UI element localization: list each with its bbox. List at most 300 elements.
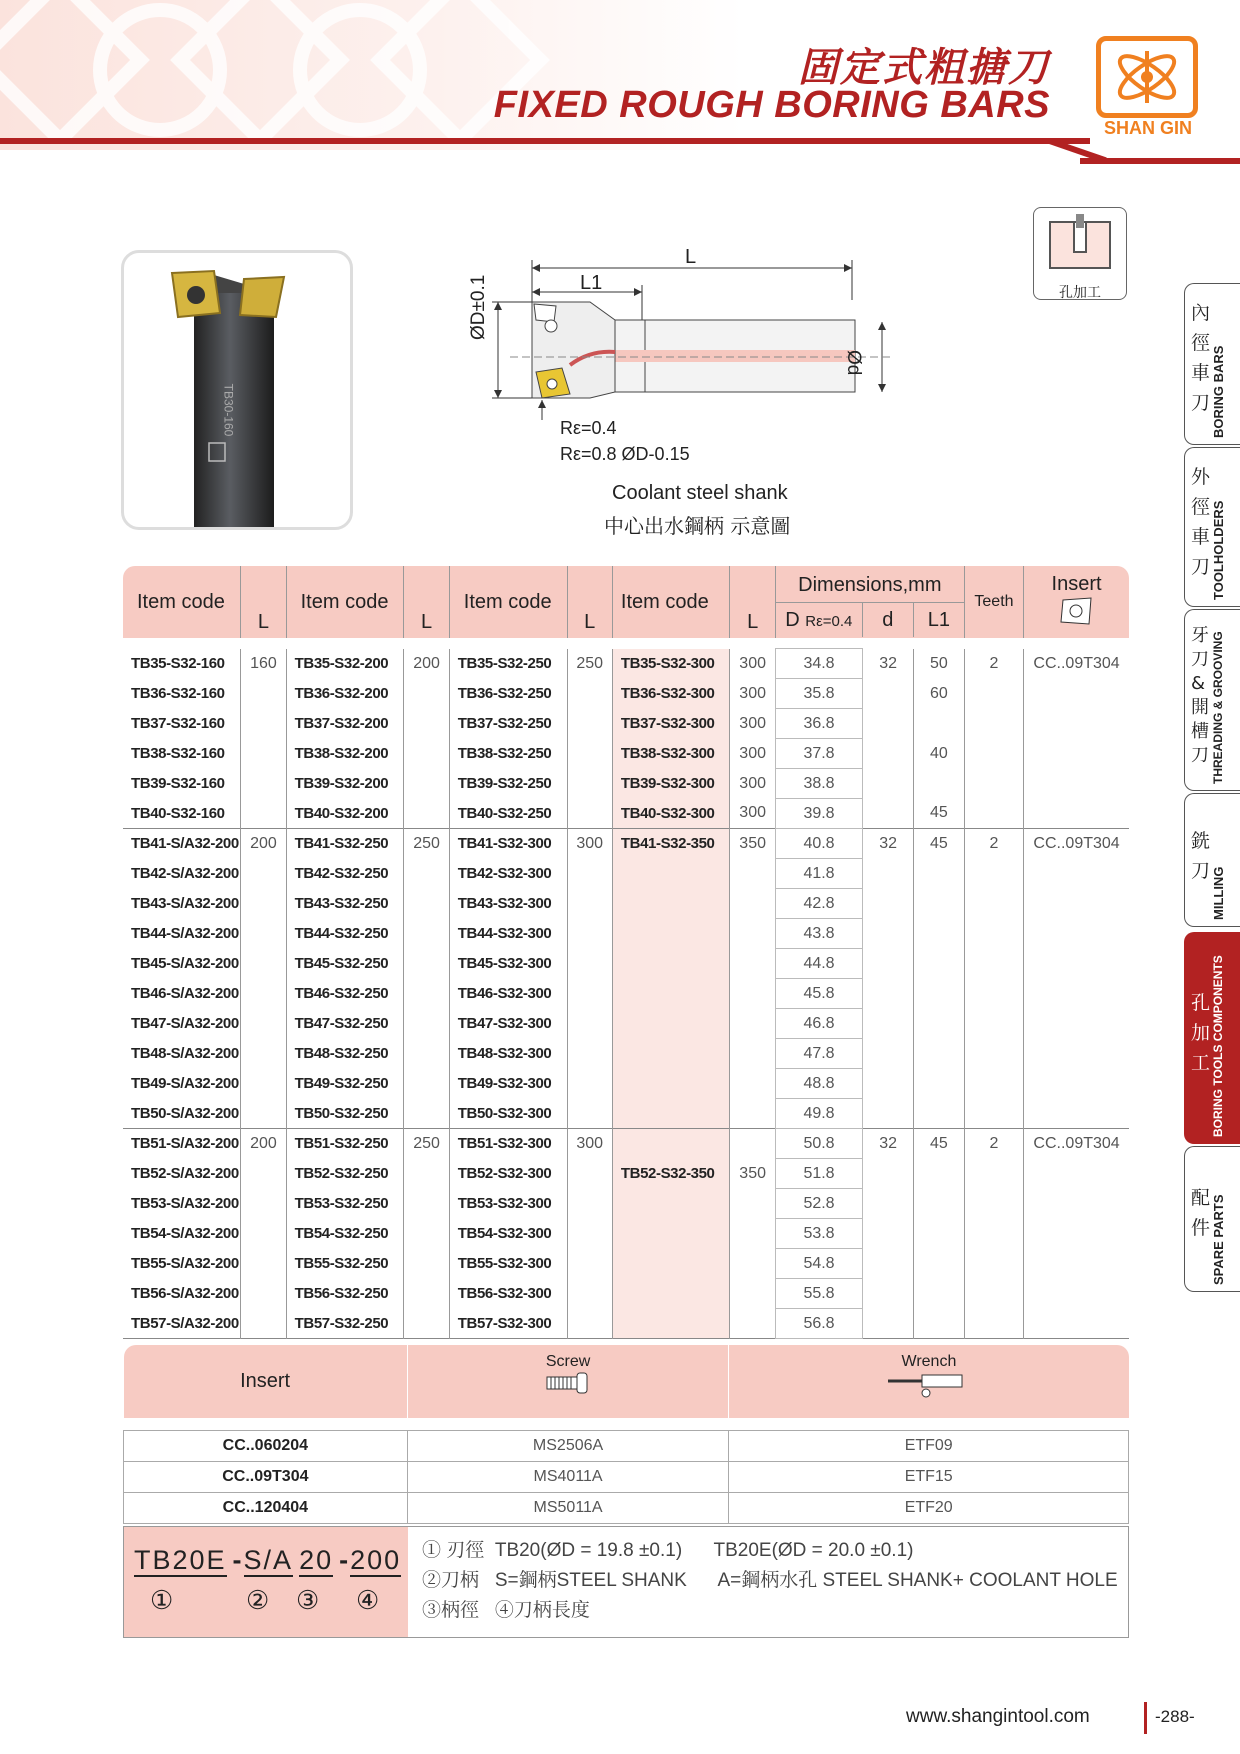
cell-c2: TB57-S32-250	[286, 1309, 404, 1339]
cell-c1: TB48-S/A32-200	[131, 1045, 239, 1062]
cell-c1: TB46-S/A32-200	[131, 985, 239, 1002]
diagram-caption-en: Coolant steel shank	[612, 482, 788, 504]
cell-l4v	[730, 1309, 775, 1339]
cell-c2: TB39-S32-200	[286, 769, 404, 799]
cell-c1: TB44-S/A32-200	[131, 925, 239, 942]
dim-L: L	[685, 246, 697, 268]
table-row	[123, 1099, 1129, 1129]
code-description: ① 刃徑 TB20(ØD = 19.8 ±0.1) TB20E(ØD = 20.0 ±0.1) ②刀柄 S=鋼柄STEEL SHANK A=鋼柄水孔 STEEL SHANK+ COOLANT HOLE ③柄徑 ④刀柄長度	[422, 1540, 1118, 1621]
cell-d	[863, 859, 914, 889]
code-part-1: TB20E	[134, 1545, 227, 1575]
cell-d	[863, 709, 914, 739]
cell-c4	[612, 1069, 730, 1099]
cell-teeth	[964, 799, 1023, 829]
cell-c3: TB48-S32-300	[449, 1039, 567, 1069]
cell-l1: 45	[914, 1129, 965, 1159]
table-row	[123, 709, 1129, 739]
cell-l3v	[567, 1219, 612, 1249]
cell-d	[863, 1009, 914, 1039]
cell-teeth: 2	[964, 829, 1023, 859]
side-tab-threading-grooving[interactable]: 牙刀&開槽刀 THREADING & GROOVING	[1184, 609, 1240, 791]
cell-c2: TB51-S32-250	[286, 1129, 404, 1159]
hole-machining-icon	[1034, 208, 1126, 280]
cell-insert	[1024, 979, 1129, 1009]
cell-c2: TB50-S32-250	[286, 1099, 404, 1129]
cell-l1v	[241, 739, 286, 769]
cell-l3v	[567, 1189, 612, 1219]
cell-insert	[1024, 1099, 1129, 1129]
cell-l1: 40	[914, 739, 965, 769]
cell-c4	[612, 889, 730, 919]
cell-d: 37.8	[775, 739, 862, 769]
cell-c2: TB52-S32-250	[286, 1159, 404, 1189]
header-screw-col: Screw	[407, 1345, 729, 1418]
code-part-2: S/A	[243, 1545, 294, 1575]
cell-c2: TB55-S32-250	[286, 1249, 404, 1279]
cell-l2v	[404, 769, 449, 799]
cell-c4: TB38-S32-300	[612, 739, 730, 769]
cell-l1: 45	[914, 799, 965, 829]
cell-l4v: 300	[730, 649, 775, 679]
cell-d: 46.8	[775, 1009, 862, 1039]
cell-l1: 60	[914, 679, 965, 709]
code-legend-panel	[124, 1527, 408, 1637]
cell-l3v	[567, 889, 612, 919]
side-tab-boring-tools-components[interactable]: 孔加工 BORING TOOLS COMPONENTS	[1184, 932, 1240, 1144]
cell-c4	[612, 859, 730, 889]
header-L-4: L	[730, 566, 775, 638]
cell-c1: TB57-S/A32-200	[131, 1314, 239, 1332]
cell-insert	[1024, 1039, 1129, 1069]
cell-teeth	[964, 919, 1023, 949]
cell-teeth: 2	[964, 1129, 1023, 1159]
cell-l1v	[241, 1279, 286, 1309]
cell-d: 32	[863, 649, 914, 679]
cell-c3: TB35-S32-250	[449, 649, 567, 679]
cell-c1: TB45-S/A32-200	[131, 955, 239, 972]
boring-bar-photo	[124, 253, 350, 527]
cell-l3v	[567, 859, 612, 889]
cell-l1	[914, 1279, 965, 1309]
cell-insert	[1024, 859, 1129, 889]
cell-c1: TB38-S32-160	[131, 745, 225, 762]
cell-c3: TB40-S32-250	[449, 799, 567, 829]
cell-l3v	[567, 769, 612, 799]
cell-c3: TB41-S32-300	[449, 829, 567, 859]
cell-c2: TB40-S32-200	[286, 799, 404, 829]
cell-d: 42.8	[775, 889, 862, 919]
side-tab-milling[interactable]: 銑刀 MILLING	[1184, 793, 1240, 927]
cell-l4v: 300	[730, 739, 775, 769]
header-D: D Rε=0.4	[785, 608, 853, 631]
code-part-3: 20	[299, 1545, 334, 1575]
cell-c4	[612, 1039, 730, 1069]
cell-l1v: 160	[241, 649, 286, 679]
header-item-code-3: Item code	[449, 566, 567, 638]
cell-l1v	[241, 1249, 286, 1279]
cell-c1: TB39-S32-160	[131, 775, 225, 792]
cell-c3: TB53-S32-300	[449, 1189, 567, 1219]
product-photo	[121, 250, 353, 530]
cell-l1	[914, 1099, 965, 1129]
cell-c1: TB40-S32-160	[131, 804, 225, 822]
cell-l1v	[241, 889, 286, 919]
cell-insert	[1024, 1249, 1129, 1279]
table-row	[123, 979, 1129, 1009]
cell-l2v	[404, 1219, 449, 1249]
cell-l2v	[404, 919, 449, 949]
cell-c4	[612, 1009, 730, 1039]
cell-c4	[612, 1099, 730, 1129]
cell-c3: TB44-S32-300	[449, 919, 567, 949]
cell-l4v: 350	[730, 829, 775, 859]
cell-l3v: 300	[567, 1129, 612, 1159]
cell-insert	[1024, 1069, 1129, 1099]
cell-l1: 50	[914, 649, 965, 679]
cell-l1v	[241, 859, 286, 889]
cell-c1: TB49-S/A32-200	[131, 1075, 239, 1092]
cell-c3: TB55-S32-300	[449, 1249, 567, 1279]
cell-c3: TB46-S32-300	[449, 979, 567, 1009]
cell-c4: TB35-S32-300	[612, 649, 730, 679]
table-row	[123, 889, 1129, 919]
cell-c1: TB52-S/A32-200	[131, 1165, 239, 1182]
cell-d: 32	[863, 829, 914, 859]
cell-teeth: 2	[964, 649, 1023, 679]
cell-l2v	[404, 1189, 449, 1219]
cell-l2v	[404, 679, 449, 709]
cell-d	[863, 889, 914, 919]
cell-d: 56.8	[775, 1309, 862, 1339]
side-tab-spare-parts[interactable]: 配件 SPARE PARTS	[1184, 1146, 1240, 1292]
cell-d: 55.8	[775, 1279, 862, 1309]
cell-d: 53.8	[775, 1219, 862, 1249]
cell-l1v	[241, 1069, 286, 1099]
cell-d: 44.8	[775, 949, 862, 979]
cell-d	[863, 739, 914, 769]
cell-c3: TB39-S32-250	[449, 769, 567, 799]
cell-d: 43.8	[775, 919, 862, 949]
table-row	[123, 829, 1129, 859]
cell-c2: TB49-S32-250	[286, 1069, 404, 1099]
cell-c1: TB37-S32-160	[131, 715, 225, 732]
cell-l3v	[567, 1069, 612, 1099]
header-teeth: Teeth	[964, 566, 1023, 638]
cell-l2v	[404, 1099, 449, 1129]
cell-l4v	[730, 1189, 775, 1219]
cell-l4v: 300	[730, 679, 775, 709]
cell-l4v	[730, 1009, 775, 1039]
cell-c4	[612, 1279, 730, 1309]
code-example: TB20E -S/A 20 -200	[134, 1545, 402, 1575]
side-tab-boring-bars[interactable]: 內徑車刀 BORING BARS	[1184, 283, 1240, 445]
cell-teeth	[964, 1219, 1023, 1249]
cell-d: 39.8	[775, 799, 862, 829]
side-tab-toolholders[interactable]: 外徑車刀 TOOLHOLDERS	[1184, 447, 1240, 607]
cell-c4	[612, 919, 730, 949]
cell-d	[863, 679, 914, 709]
cell-l1v	[241, 1159, 286, 1189]
table-row	[123, 1249, 1129, 1279]
header-insert-col: Insert	[124, 1345, 408, 1418]
header-d: d	[862, 603, 913, 637]
cell-insert	[1024, 889, 1129, 919]
cell-l2v: 250	[404, 1129, 449, 1159]
cell-c4	[612, 1249, 730, 1279]
cell-insert	[1024, 1009, 1129, 1039]
diagram-caption-cn: 中心出水鋼柄 示意圖	[604, 514, 791, 538]
cell-c2: TB37-S32-200	[286, 709, 404, 739]
cell-l3v	[567, 1309, 612, 1339]
cell-d: 38.8	[775, 769, 862, 799]
cell-c2: TB41-S32-250	[286, 829, 404, 859]
insert-row: CC..09T304 MS4011A ETF15	[124, 1462, 1129, 1493]
screw-icon	[543, 1371, 593, 1395]
cell-d	[863, 1249, 914, 1279]
cell-l1	[914, 1009, 965, 1039]
cell-teeth	[964, 739, 1023, 769]
cell-l1	[914, 1249, 965, 1279]
cell-c3: TB42-S32-300	[449, 859, 567, 889]
atom-logo-icon	[1101, 41, 1193, 113]
cell-c4	[612, 1189, 730, 1219]
item-table-body	[123, 649, 1129, 1341]
cell-c1: TB50-S/A32-200	[131, 1104, 239, 1122]
cell-d	[863, 1069, 914, 1099]
cell-d: 35.8	[775, 679, 862, 709]
cell-c3: TB57-S32-300	[449, 1309, 567, 1339]
cell-teeth	[964, 979, 1023, 1009]
cell-c3: TB37-S32-250	[449, 709, 567, 739]
table-row	[123, 1129, 1129, 1159]
cell-l1	[914, 889, 965, 919]
cell-c4	[612, 1219, 730, 1249]
cell-l2v	[404, 1039, 449, 1069]
cell-l3v	[567, 979, 612, 1009]
cell-l1	[914, 769, 965, 799]
cell-l1v	[241, 679, 286, 709]
insert-table-header	[124, 1345, 1129, 1418]
cell-l2v: 250	[404, 829, 449, 859]
cell-l1	[914, 919, 965, 949]
cell-c3: TB52-S32-300	[449, 1159, 567, 1189]
cell-d	[863, 1159, 914, 1189]
cell-c4	[612, 979, 730, 1009]
cell-l1v	[241, 949, 286, 979]
category-icon-label: 孔加工	[1059, 285, 1101, 301]
cell-l1v	[241, 979, 286, 1009]
cell-l1	[914, 709, 965, 739]
cell-c1: TB54-S/A32-200	[131, 1225, 239, 1242]
cell-c2: TB54-S32-250	[286, 1219, 404, 1249]
table-row	[123, 1009, 1129, 1039]
cell-l3v	[567, 949, 612, 979]
cell-l3v	[567, 1039, 612, 1069]
cell-d: 48.8	[775, 1069, 862, 1099]
table-row	[123, 859, 1129, 889]
cell-l4v	[730, 1039, 775, 1069]
header-item-code-4: Item code	[612, 566, 730, 638]
cell-l4v: 300	[730, 769, 775, 799]
cell-c3: TB54-S32-300	[449, 1219, 567, 1249]
cell-l1v: 200	[241, 1129, 286, 1159]
table-row	[123, 739, 1129, 769]
cell-l1	[914, 1309, 965, 1339]
cell-d: 52.8	[775, 1189, 862, 1219]
dim-L1: L1	[580, 272, 603, 294]
cell-c4: TB36-S32-300	[612, 679, 730, 709]
header-rule-right	[1080, 158, 1240, 164]
cell-l1v	[241, 769, 286, 799]
cell-l1	[914, 979, 965, 1009]
cell-teeth	[964, 679, 1023, 709]
cell-c3: TB49-S32-300	[449, 1069, 567, 1099]
cell-d	[863, 949, 914, 979]
cell-c2: TB46-S32-250	[286, 979, 404, 1009]
cell-c3: TB51-S32-300	[449, 1129, 567, 1159]
item-table	[123, 566, 1129, 1340]
cell-l4v	[730, 889, 775, 919]
cell-c2: TB45-S32-250	[286, 949, 404, 979]
cell-l4v	[730, 1279, 775, 1309]
cell-d	[863, 1189, 914, 1219]
cell-insert: CC..09T304	[1024, 649, 1129, 679]
cell-l1	[914, 1189, 965, 1219]
cell-insert	[1024, 799, 1129, 829]
cell-c2: TB48-S32-250	[286, 1039, 404, 1069]
cell-d: 47.8	[775, 1039, 862, 1069]
insert-row: CC..120404 MS5011A ETF20	[124, 1493, 1129, 1524]
cell-l2v	[404, 1279, 449, 1309]
cell-c1: TB47-S/A32-200	[131, 1015, 239, 1032]
footer-divider	[1144, 1702, 1147, 1734]
cell-d: 45.8	[775, 979, 862, 1009]
dim-d: Ød	[843, 350, 864, 376]
cell-l2v	[404, 1069, 449, 1099]
insert-table	[123, 1345, 1129, 1524]
cell-c2: TB35-S32-200	[286, 649, 404, 679]
cell-c4: TB39-S32-300	[612, 769, 730, 799]
cell-c4: TB40-S32-300	[612, 799, 730, 829]
cell-d	[863, 1039, 914, 1069]
page-title-cn: 固定式粗搪刀	[798, 45, 1050, 91]
cell-l3v	[567, 1249, 612, 1279]
cell-insert	[1024, 709, 1129, 739]
cell-d	[863, 979, 914, 1009]
insert-shape-icon	[1057, 596, 1097, 626]
cell-l4v	[730, 1249, 775, 1279]
header-L1: L1	[913, 603, 964, 637]
cell-l3v	[567, 919, 612, 949]
cell-d: 36.8	[775, 709, 862, 739]
cell-l3v	[567, 709, 612, 739]
cell-c4: TB41-S32-350	[612, 829, 730, 859]
cell-l4v	[730, 919, 775, 949]
cell-c3: TB50-S32-300	[449, 1099, 567, 1129]
cell-c2: TB44-S32-250	[286, 919, 404, 949]
cell-teeth	[964, 1279, 1023, 1309]
wrench-icon	[884, 1371, 974, 1399]
cell-l1v	[241, 1009, 286, 1039]
cell-l1v	[241, 799, 286, 829]
cell-l2v	[404, 949, 449, 979]
cell-l1v: 200	[241, 829, 286, 859]
cell-l2v	[404, 859, 449, 889]
cell-c1: TB55-S/A32-200	[131, 1255, 239, 1272]
cell-c1: TB53-S/A32-200	[131, 1195, 239, 1212]
header-L-3: L	[567, 566, 612, 638]
cell-d: 54.8	[775, 1249, 862, 1279]
cell-c3: TB47-S32-300	[449, 1009, 567, 1039]
cell-c3: TB56-S32-300	[449, 1279, 567, 1309]
footer-url[interactable]: www.shangintool.com	[906, 1706, 1090, 1727]
table-row	[123, 799, 1129, 829]
cell-c4	[612, 1129, 730, 1159]
cell-teeth	[964, 709, 1023, 739]
cell-c2: TB53-S32-250	[286, 1189, 404, 1219]
cell-d	[863, 799, 914, 829]
header-wrench-col: Wrench	[729, 1345, 1129, 1418]
table-row	[123, 919, 1129, 949]
header-star-pattern	[0, 0, 560, 140]
insert-row: CC..060204 MS2506A ETF09	[124, 1431, 1129, 1462]
cell-insert	[1024, 949, 1129, 979]
cell-c2: TB42-S32-250	[286, 859, 404, 889]
cell-teeth	[964, 1309, 1023, 1339]
cell-l4v	[730, 1219, 775, 1249]
cell-l1v	[241, 1309, 286, 1339]
header-item-code-2: Item code	[286, 566, 404, 638]
table-row	[123, 1279, 1129, 1309]
cell-l3v	[567, 799, 612, 829]
cell-l2v: 200	[404, 649, 449, 679]
cell-l2v	[404, 1249, 449, 1279]
cell-teeth	[964, 1039, 1023, 1069]
header-L-1: L	[241, 566, 286, 638]
table-row	[123, 1069, 1129, 1099]
item-table-header	[123, 566, 1129, 638]
cell-c1: TB41-S/A32-200	[123, 829, 241, 859]
cell-l4v	[730, 1069, 775, 1099]
header-rule	[0, 138, 1090, 144]
cell-l1v	[241, 919, 286, 949]
cell-l4v: 300	[730, 799, 775, 829]
cell-l4v	[730, 949, 775, 979]
table-row	[123, 649, 1129, 679]
table-row	[123, 1309, 1129, 1339]
cell-c2: TB47-S32-250	[286, 1009, 404, 1039]
cell-teeth	[964, 1069, 1023, 1099]
cell-l3v	[567, 1279, 612, 1309]
cell-l1v	[241, 709, 286, 739]
brand-name: SHAN GIN	[1103, 118, 1192, 138]
cell-teeth	[964, 769, 1023, 799]
table-row	[123, 769, 1129, 799]
table-row	[123, 679, 1129, 709]
page-number: -288-	[1155, 1707, 1195, 1726]
cell-d	[863, 769, 914, 799]
cell-l4v	[730, 1099, 775, 1129]
cell-insert	[1024, 1159, 1129, 1189]
cell-l2v	[404, 739, 449, 769]
cell-l3v	[567, 1099, 612, 1129]
cell-l4v	[730, 979, 775, 1009]
header-background	[0, 0, 1240, 150]
cell-teeth	[964, 1159, 1023, 1189]
header-insert: Insert	[1024, 566, 1129, 638]
cell-l2v	[404, 889, 449, 919]
cell-c1: TB51-S/A32-200	[123, 1129, 241, 1159]
